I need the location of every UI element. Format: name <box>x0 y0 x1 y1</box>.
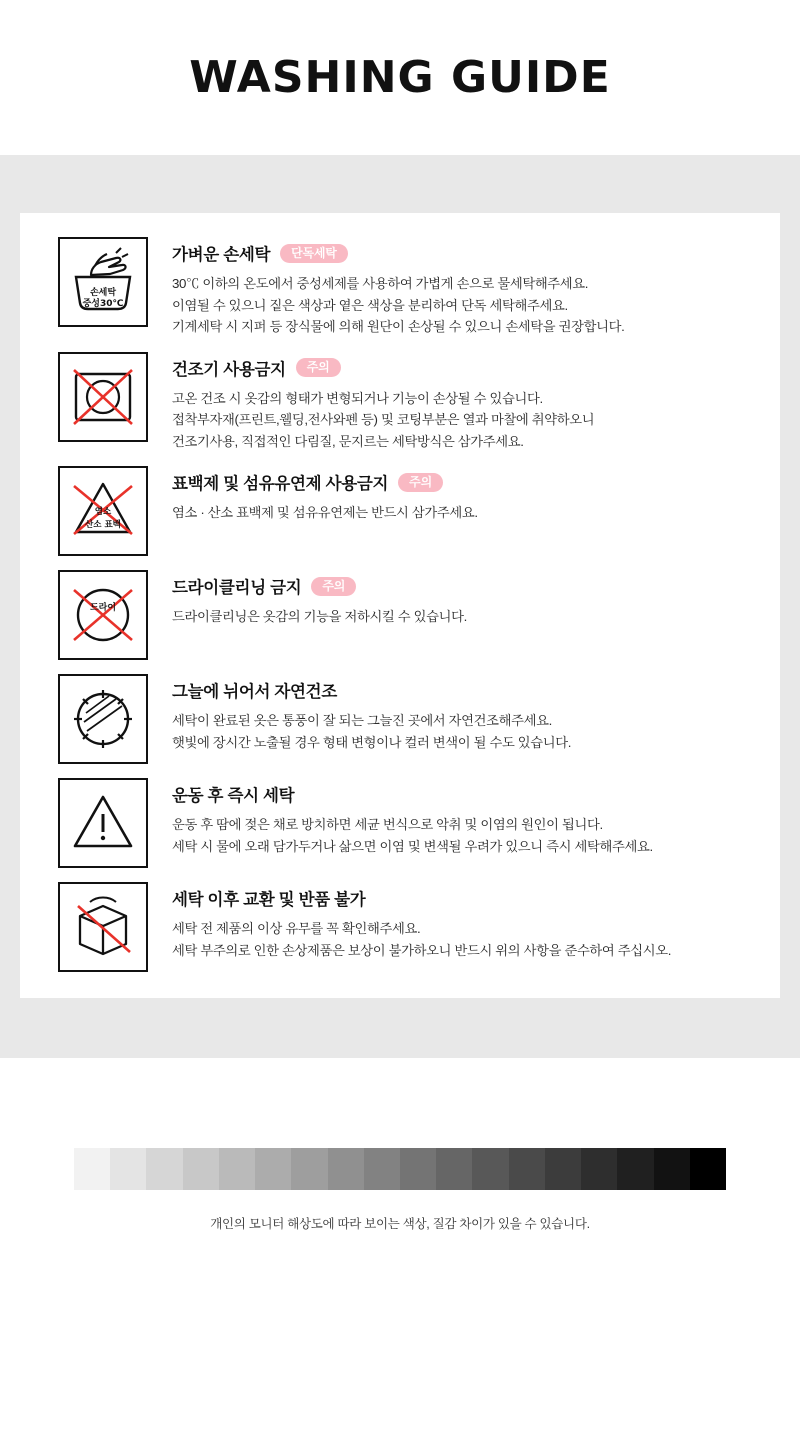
guide-row-title: 드라이클리닝 금지 <box>172 579 302 598</box>
guide-row-heading <box>172 241 624 265</box>
guide-row-desc <box>172 606 467 628</box>
guide-row-title: 가벼운 손세탁 <box>172 246 271 264</box>
guide-row-line: 햇빛에 장시간 노출될 경우 형태 변형이나 컬러 변색이 될 수도 있습니다. <box>172 734 572 750</box>
color-swatch <box>690 1148 726 1190</box>
no-bleach-caption-1: 염소 <box>94 507 112 518</box>
status-badge: 주의 <box>296 358 341 377</box>
guide-row <box>20 570 780 660</box>
guide-row <box>20 674 780 764</box>
status-badge: 단독세탁 <box>280 244 348 263</box>
guide-card <box>20 213 780 998</box>
color-swatch <box>146 1148 182 1190</box>
guide-row-desc <box>172 502 478 524</box>
color-swatch <box>74 1148 110 1190</box>
guide-row-line: 운동 후 땀에 젖은 채로 방치하면 세균 번식으로 악취 및 이염의 원인이 됩니다. <box>172 817 603 833</box>
guide-row-title: 세탁 이후 교환 및 반품 불가 <box>172 891 366 910</box>
guide-row-line: 드라이클리닝은 옷감의 기능을 저하시킬 수 있습니다. <box>172 609 467 625</box>
page-title: WASHING GUIDE <box>189 52 611 103</box>
guide-row-line: 이염될 수 있으니 짙은 색상과 옅은 색상을 분리하여 단독 세탁해주세요. <box>172 297 568 313</box>
guide-row-line: 30℃ 이하의 온도에서 중성세제를 사용하여 가볍게 손으로 물세탁해주세요. <box>172 276 589 291</box>
color-swatch <box>509 1148 545 1190</box>
guide-row <box>20 882 780 972</box>
guide-row-line: 세탁 전 제품의 이상 유무를 꼭 확인해주세요. <box>172 921 421 937</box>
guide-band <box>0 155 800 1058</box>
guide-row-title: 건조기 사용금지 <box>172 360 286 379</box>
guide-row-line: 세탁이 완료된 옷은 통풍이 잘 되는 그늘진 곳에서 자연건조해주세요. <box>172 713 552 729</box>
guide-row <box>20 352 780 453</box>
guide-row-line: 접착부자재(프린트,웰딩,전사와펜 등) 및 코팅부분은 열과 마찰에 취약하오니 <box>172 412 595 428</box>
color-swatch <box>255 1148 291 1190</box>
guide-row-heading <box>172 470 478 494</box>
warning-triangle-icon <box>58 778 148 868</box>
no-bleach-icon <box>58 466 148 556</box>
color-swatch <box>183 1148 219 1190</box>
guide-row-desc <box>172 388 594 453</box>
status-badge: 주의 <box>311 577 356 596</box>
page-footer <box>0 1058 800 1232</box>
guide-row-heading <box>172 356 594 380</box>
guide-row <box>20 778 780 868</box>
color-swatch <box>328 1148 364 1190</box>
guide-row-heading <box>172 574 467 598</box>
color-swatch <box>581 1148 617 1190</box>
guide-row-heading <box>172 782 653 806</box>
guide-row-text <box>172 237 624 338</box>
color-swatch <box>545 1148 581 1190</box>
color-swatch <box>364 1148 400 1190</box>
status-badge: 주의 <box>398 473 443 492</box>
guide-row-line: 세탁 부주의로 인한 손상제품은 보상이 불가하오니 반드시 위의 사항을 준수하여 주십시오. <box>172 942 672 958</box>
no-bleach-caption-2: 산소 표백 <box>85 520 121 531</box>
color-swatch <box>436 1148 472 1190</box>
guide-row-line: 염소 · 산소 표백제 및 섬유유연제는 반드시 삼가주세요. <box>172 505 478 521</box>
guide-row <box>20 237 780 338</box>
guide-row-text <box>172 778 653 857</box>
guide-row-text <box>172 352 594 453</box>
guide-row-desc <box>172 273 624 338</box>
color-swatch <box>617 1148 653 1190</box>
guide-row-text <box>172 466 478 524</box>
no-dry-clean-icon <box>58 570 148 660</box>
guide-row-title: 표백제 및 섬유유연제 사용금지 <box>172 475 389 494</box>
color-swatch <box>472 1148 508 1190</box>
guide-row-title: 그늘에 뉘어서 자연건조 <box>172 683 337 702</box>
guide-row-text <box>172 570 467 628</box>
color-swatch <box>400 1148 436 1190</box>
guide-row-text <box>172 674 571 753</box>
color-swatch <box>110 1148 146 1190</box>
guide-row-line: 세탁 시 물에 오래 담가두거나 삶으면 이염 및 변색될 우려가 있으니 즉시 세탁해주세요. <box>172 838 653 854</box>
guide-row-heading <box>172 678 571 702</box>
footer-note: 개인의 모니터 해상도에 따라 보이는 색상, 질감 차이가 있을 수 있습니다. <box>210 1217 590 1232</box>
guide-row-title: 운동 후 즉시 세탁 <box>172 787 295 806</box>
guide-row <box>20 466 780 556</box>
no-return-box-icon <box>58 882 148 972</box>
color-swatch <box>654 1148 690 1190</box>
guide-row-line: 기계세탁 시 지퍼 등 장식물에 의해 원단이 손상될 수 있으니 손세탁을 권장합니다. <box>172 319 625 335</box>
guide-row-desc <box>172 918 671 961</box>
guide-row-desc <box>172 814 653 857</box>
guide-row-heading <box>172 886 671 910</box>
dry-clean-caption: 드라이 <box>89 603 117 614</box>
color-swatch <box>219 1148 255 1190</box>
guide-row-line: 고온 건조 시 옷감의 형태가 변형되거나 기능이 손상될 수 있습니다. <box>172 390 543 406</box>
color-swatch <box>291 1148 327 1190</box>
no-tumble-dry-icon <box>58 352 148 442</box>
hand-wash-caption-2: 중성30℃ <box>82 299 124 309</box>
page-header <box>0 0 800 155</box>
guide-row-line: 건조기사용, 직접적인 다림질, 문지르는 세탁방식은 삼가주세요. <box>172 433 524 449</box>
hand-wash-caption-1: 손세탁 <box>89 288 117 298</box>
guide-row-desc <box>172 710 571 753</box>
hand-wash-icon <box>58 237 148 327</box>
color-swatch-strip <box>74 1148 726 1190</box>
shade-dry-icon <box>58 674 148 764</box>
guide-row-text <box>172 882 671 961</box>
